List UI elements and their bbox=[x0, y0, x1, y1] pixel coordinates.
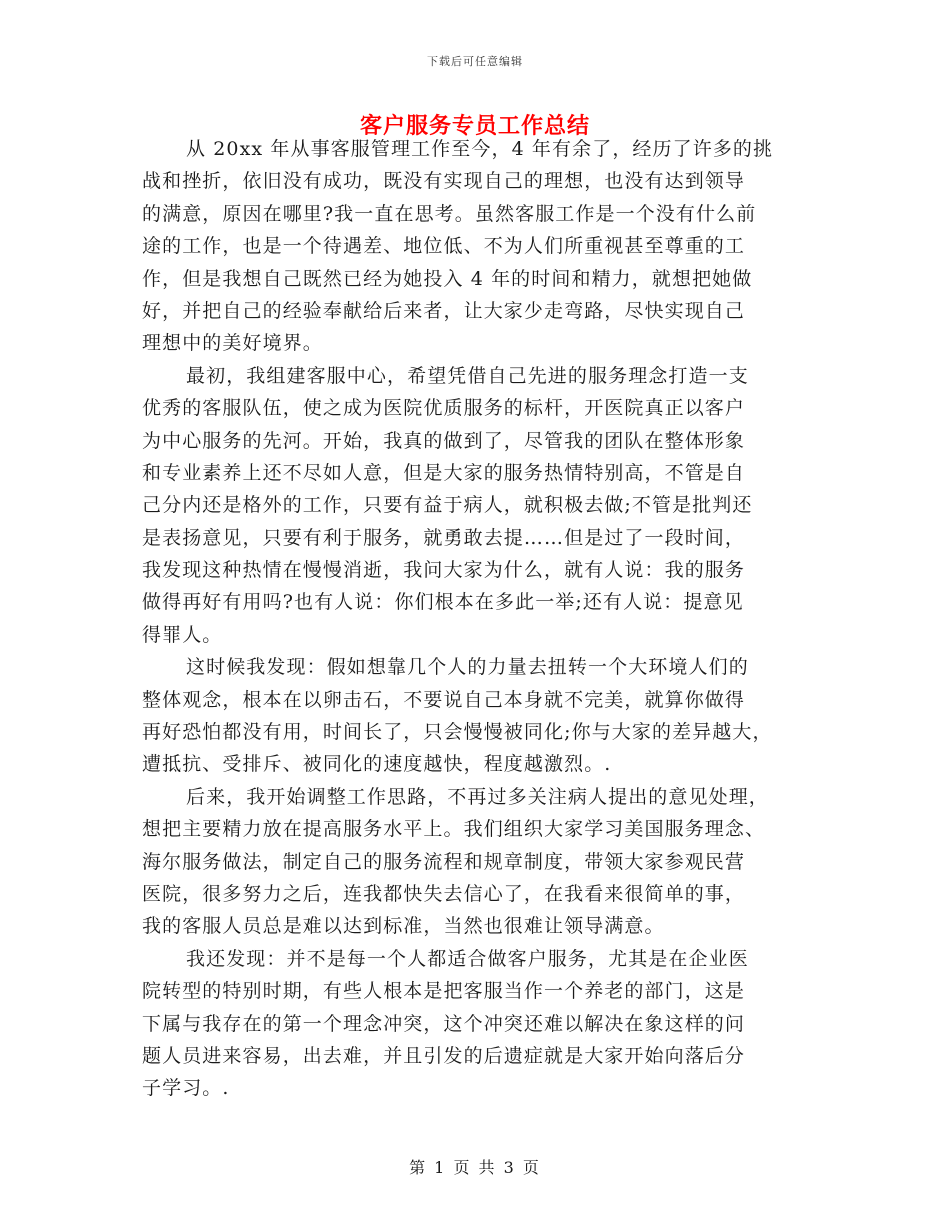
body-line: 后来，我开始调整工作思路，不再过多关注病人提出的意见处理， bbox=[186, 785, 769, 808]
body-line: 院转型的特别时期，有些人根本是把客服当作一个养老的部门，这是 bbox=[142, 980, 746, 1003]
body-line: 做得再好有用吗?也有人说：你们根本在多此一举;还有人说：提意见 bbox=[142, 591, 744, 614]
body-line: 的满意，原因在哪里?我一直在思考。虽然客服工作是一个没有什么前 bbox=[142, 202, 757, 225]
document-body bbox=[142, 133, 812, 1105]
body-line: 子学习。. bbox=[142, 1077, 230, 1100]
page-number-footer: 第 1 页 共 3 页 bbox=[409, 1158, 541, 1177]
body-line: 好，并把自己的经验奉献给后来者，让大家少走弯路，尽快实现自己 bbox=[142, 299, 746, 322]
body-line: 这时候我发现：假如想靠几个人的力量去扭转一个大环境人们的 bbox=[186, 656, 749, 679]
body-line: 己分内还是格外的工作，只要有益于病人，就积极去做;不管是批判还 bbox=[142, 494, 753, 517]
body-line: 再好恐怕都没有用，时间长了，只会慢慢被同化;你与大家的差异越大， bbox=[142, 721, 773, 744]
body-line: 想把主要精力放在提高服务水平上。我们组织大家学习美国服务理念、 bbox=[142, 818, 766, 841]
body-line: 整体观念，根本在以卵击石，不要说自己本身就不完美，就算你做得 bbox=[142, 688, 746, 711]
body-line: 途的工作，也是一个待遇差、地位低、不为人们所重视甚至尊重的工 bbox=[142, 235, 746, 258]
body-line: 得罪人。 bbox=[142, 623, 223, 646]
body-line: 作，但是我想自己既然已经为她投入 4 年的时间和精力，就想把她做 bbox=[142, 267, 753, 290]
body-line: 和专业素养上还不尽如人意，但是大家的服务热情特别高，不管是自 bbox=[142, 461, 746, 484]
body-line: 下属与我存在的第一个理念冲突，这个冲突还难以解决在象这样的问 bbox=[142, 1012, 746, 1035]
body-line: 我的客服人员总是难以达到标准，当然也很难让领导满意。 bbox=[142, 915, 665, 938]
body-line: 战和挫折，依旧没有成功，既没有实现自己的理想，也没有达到领导 bbox=[142, 170, 746, 193]
body-line: 题人员进来容易，出去难，并且引发的后遗症就是大家开始向落后分 bbox=[142, 1044, 746, 1067]
body-line: 医院，很多努力之后，连我都快失去信心了，在我看来很简单的事， bbox=[142, 882, 746, 905]
body-line: 最初，我组建客服中心，希望凭借自己先进的服务理念打造一支 bbox=[186, 364, 749, 387]
body-line: 理想中的美好境界。 bbox=[142, 332, 323, 355]
body-line: 从 20xx 年从事客服管理工作至今，4 年有余了，经历了许多的挑 bbox=[186, 138, 774, 160]
body-line: 海尔服务做法，制定自己的服务流程和规章制度，带领大家参观民营 bbox=[142, 850, 746, 873]
document-title: 客户服务专员工作总结 bbox=[359, 113, 590, 139]
body-line: 为中心服务的先河。开始，我真的做到了，尽管我的团队在整体形象 bbox=[142, 429, 746, 452]
body-line: 优秀的客服队伍，使之成为医院优质服务的标杆，开医院真正以客户 bbox=[142, 397, 746, 420]
body-line: 我发现这种热情在慢慢消逝，我问大家为什么，就有人说：我的服务 bbox=[142, 559, 746, 582]
body-line: 是表扬意见，只要有利于服务，就勇敢去提……但是过了一段时间， bbox=[142, 526, 746, 549]
body-line: 我还发现：并不是每一个人都适合做客户服务，尤其是在企业医 bbox=[186, 947, 749, 970]
page-header-note: 下载后可任意编辑 bbox=[427, 55, 523, 68]
body-line: 遭抵抗、受排斥、被同化的速度越快，程度越激烈。. bbox=[142, 753, 612, 776]
